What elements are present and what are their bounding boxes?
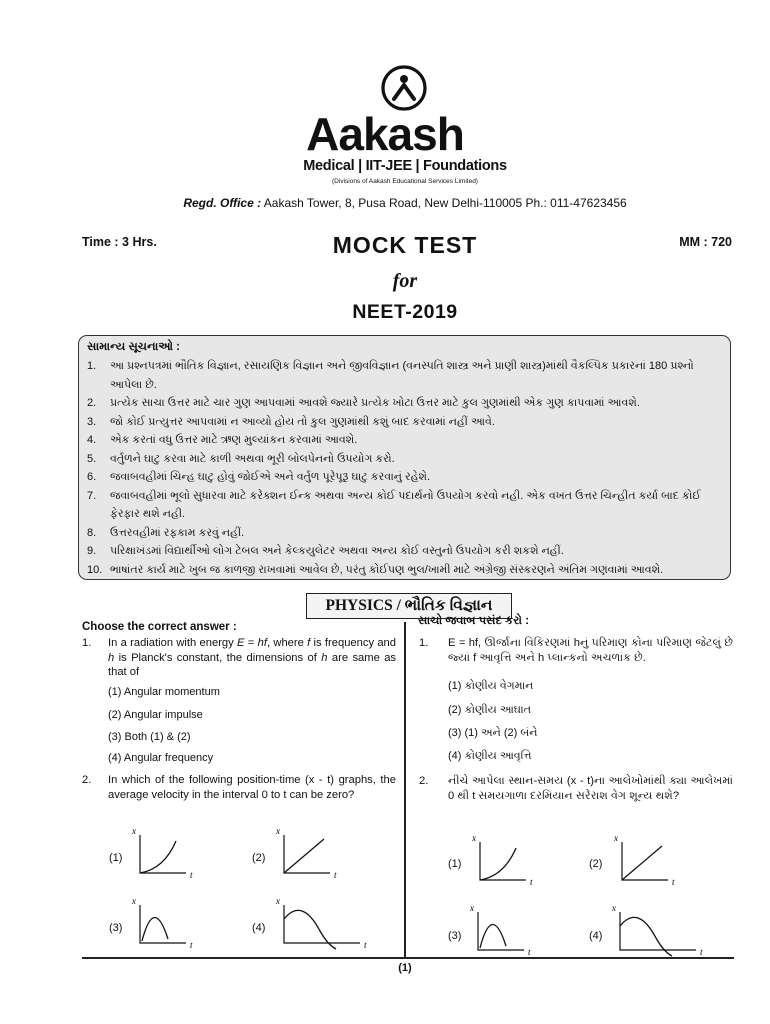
x-axis-label: x bbox=[132, 826, 136, 836]
x-axis-label: x bbox=[614, 833, 618, 843]
question-number: 2. bbox=[419, 775, 429, 787]
regd-office bbox=[0, 196, 770, 210]
question-number: 1. bbox=[82, 637, 92, 649]
instruction-text: જવાબવહીમાં ચિન્હ ઘાટુ હોવું જોઈએ અને વર્તુળ પૂરેપૂરૂ ઘાટુ કરવાનું રહેશે. bbox=[110, 471, 431, 483]
instruction-item bbox=[87, 394, 722, 413]
instruction-text: વર્તુળને ઘાટુ કરવા માટે કાળી અથવા ભૂરી બોલપેનનો ઉપયોગ કરો. bbox=[110, 452, 395, 465]
page-number: (1) bbox=[398, 962, 412, 974]
instruction-number: 6. bbox=[87, 471, 97, 483]
option-2: (2) Angular impulse bbox=[108, 709, 203, 721]
instruction-number: 8. bbox=[87, 526, 97, 539]
instruction-item bbox=[87, 450, 722, 469]
position-time-graph-1 bbox=[468, 832, 538, 888]
instruction-item bbox=[87, 561, 722, 580]
x-axis-label: x bbox=[612, 903, 616, 913]
graph-option-label: (4) bbox=[589, 930, 603, 942]
t-axis-label: t bbox=[700, 947, 703, 957]
option-2: (2) કોણીય આઘાત bbox=[448, 704, 531, 716]
instructions-title: સામાન્ય સૂચનાઓ : bbox=[87, 341, 180, 353]
graph-option-label: (3) bbox=[448, 930, 462, 942]
instruction-item bbox=[87, 542, 722, 561]
position-time-graph-2 bbox=[610, 832, 680, 888]
instruction-text: એક કરતાં વધુ ઉત્તર માટે ઋણ મુલ્યાંકન કરવામાં આવશે. bbox=[110, 434, 358, 446]
position-time-graph-3 bbox=[128, 895, 198, 951]
for-label: for bbox=[392, 270, 418, 292]
question-2-text-gujarati: નીચે આપેલા સ્થાન-સમય (x - t)ના આલેખોમાંથી ક્યા આલેખમાં 0 થી t સમયગાળા દરમિયાન સરેરાશ વેગ શૂન્ય થશે? bbox=[448, 775, 733, 802]
question-number: 2. bbox=[82, 774, 92, 786]
brand-tagline: Medical | IIT-JEE | Foundations bbox=[303, 158, 507, 174]
instruction-number: 10. bbox=[87, 563, 103, 576]
instruction-item bbox=[87, 357, 722, 394]
regd-office-label: Regd. Office : bbox=[183, 196, 262, 210]
x-axis-label: x bbox=[276, 896, 280, 906]
choose-answer-label-english: Choose the correct answer : bbox=[82, 621, 237, 633]
instruction-item bbox=[87, 413, 722, 432]
instruction-item bbox=[87, 487, 722, 524]
t-axis-label: t bbox=[364, 940, 367, 950]
option-3: (3) Both (1) & (2) bbox=[108, 731, 191, 743]
instruction-text: જવાબવહીમાં ભૂલો સુધારવા માટે કરેક્શન ઈન્ક અથવા અન્ય કોઈ પદાર્થનો ઉપયોગ કરવો નહી. એક વખત ઉત્તર ચિન્હીત કર્યા બાદ કોઈ ફેરફાર થશે નહી. bbox=[110, 489, 701, 520]
t-axis-label: t bbox=[190, 940, 193, 950]
instruction-number: 9. bbox=[87, 545, 97, 557]
x-axis-label: x bbox=[276, 826, 280, 836]
t-axis-label: t bbox=[528, 947, 531, 957]
option-1: (1) Angular momentum bbox=[108, 686, 220, 698]
exam-title: NEET-2019 bbox=[352, 301, 458, 323]
question-2-text-english: In which of the following position-time (x - t) graphs, the average velocity in the interval 0 to t can be zero? bbox=[108, 774, 396, 801]
position-time-graph-1 bbox=[128, 825, 198, 881]
brand-name: Aakash bbox=[306, 108, 464, 160]
option-4: (4) Angular frequency bbox=[108, 752, 214, 764]
position-time-graph-4 bbox=[272, 895, 372, 951]
question-1-text-gujarati: E = hf, ઊર્જાના વિકિરણમાં hનું પરિમાણ કોના પરિમાણ જેટલું છે જ્યાં f આવૃત્તિ અને h પ્લાન્કનો અચળાંક છે. bbox=[448, 637, 733, 664]
instruction-item bbox=[87, 431, 722, 450]
graph-option-label: (4) bbox=[252, 922, 266, 934]
option-1: (1) કોણીય વેગમાન bbox=[448, 680, 534, 692]
question-1-text-english: In a radiation with energy E = hf, where f is frequency and h is Planck's constant, the dimensions of h are same as that of bbox=[108, 637, 397, 678]
x-axis-label: x bbox=[470, 903, 474, 913]
aakash-logo-icon bbox=[380, 64, 428, 112]
t-axis-label: t bbox=[190, 870, 193, 880]
instruction-item bbox=[87, 524, 722, 543]
instruction-number: 4. bbox=[87, 434, 97, 446]
instruction-number: 3. bbox=[87, 415, 97, 428]
position-time-graph-4 bbox=[608, 902, 708, 958]
instruction-text: ઉત્તરવહીમાં રફકામ કરવું નહીં. bbox=[110, 526, 245, 539]
question-number: 1. bbox=[419, 637, 429, 649]
instruction-text: ભાષાંતર કાર્ય માટે ખુબ જ કાળજી રાખવામાં આવેલ છે, પરંતુ કોઈપણ ભુલ/ખામી માટે અંગ્રેજી સંસ્કરણને અંતિમ ગણવામાં આવશે. bbox=[110, 563, 664, 576]
page-title: MOCK TEST bbox=[332, 232, 478, 258]
column-divider bbox=[404, 622, 406, 958]
instruction-number: 7. bbox=[87, 489, 97, 502]
t-axis-label: t bbox=[530, 877, 533, 887]
time-label: Time : 3 Hrs. bbox=[82, 235, 157, 249]
option-3: (3) (1) અને (2) બંને bbox=[448, 727, 538, 739]
section-header-physics: PHYSICS / ભૌતિક વિજ્ઞાન bbox=[306, 593, 512, 619]
choose-answer-label-gujarati: સાચો જવાબ પસંદ કરો : bbox=[418, 615, 530, 627]
instruction-text: આ પ્રશ્નપત્રમાં ભૌતિક વિજ્ઞાન, રસાયણિક વિજ્ઞાન અને જીવવિજ્ઞાન (વનસ્પતિ શાસ્ત્ર અને પ્રાણી શાસ્ત્ર)માંથી વૈકલ્પિક પ્રકારનાં 180 પ્રશ્નો આપેલા છે. bbox=[110, 360, 694, 391]
instruction-item bbox=[87, 468, 722, 487]
instruction-number: 2. bbox=[87, 397, 97, 409]
max-marks-label: MM : 720 bbox=[679, 235, 732, 249]
graph-option-label: (2) bbox=[252, 852, 266, 864]
brand-division: (Divisions of Aakash Educational Services Limited) bbox=[332, 178, 478, 185]
regd-office-address: Aakash Tower, 8, Pusa Road, New Delhi-110005 Ph.: 011-47623456 bbox=[263, 196, 627, 210]
instruction-text: પરિક્ષાખંડમાં વિદ્યાર્થીઓ લોગ ટેબલ અને કેલ્કયુલેટર અથવા અન્ય કોઈ વસ્તુનો ઉપયોગ કરી શકશે નહીં. bbox=[110, 545, 564, 557]
instruction-number: 5. bbox=[87, 452, 97, 465]
instruction-text: જો કોઈ પ્રત્યુત્તર આપવામાં ન આવ્યો હોય તો કુલ ગુણમાંથી કશું બાદ કરવામાં નહીં આવે. bbox=[110, 415, 495, 428]
graph-option-label: (1) bbox=[109, 852, 123, 864]
position-time-graph-2 bbox=[272, 825, 342, 881]
x-axis-label: x bbox=[472, 833, 476, 843]
position-time-graph-3 bbox=[466, 902, 536, 958]
instruction-text: પ્રત્યેક સાચા ઉત્તર માટે ચાર ગુણ આપવામાં આવશે જ્યારે પ્રત્યેક ખોટા ઉત્તર માટે કુલ ગુણમાંથી એક ગુણ કાપવામાં આવશે. bbox=[110, 397, 640, 409]
graph-option-label: (2) bbox=[589, 858, 603, 870]
graph-option-label: (3) bbox=[109, 922, 123, 934]
x-axis-label: x bbox=[132, 896, 136, 906]
graph-option-label: (1) bbox=[448, 858, 462, 870]
general-instructions-box bbox=[78, 335, 731, 580]
instruction-number: 1. bbox=[87, 360, 97, 372]
t-axis-label: t bbox=[672, 877, 675, 887]
t-axis-label: t bbox=[334, 870, 337, 880]
bottom-rule bbox=[82, 957, 734, 959]
option-4: (4) કોણીય આવૃત્તિ bbox=[448, 750, 532, 762]
